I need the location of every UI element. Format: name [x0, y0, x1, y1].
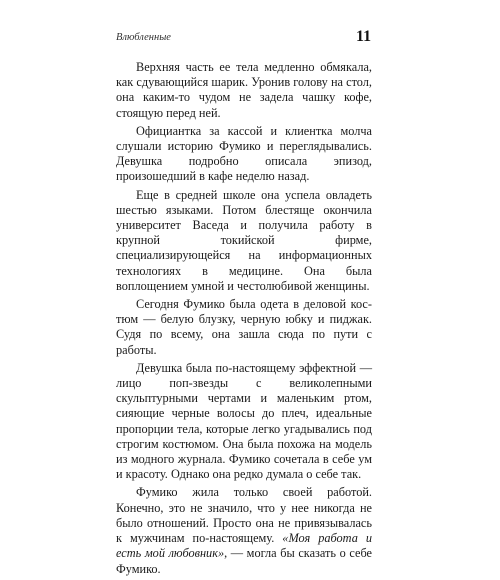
paragraph: Девушка была по-настоящему эффектной — лицо поп-звезды с великолепными скульптурными чертами и маленьким ртом, сияющие черные волосы до плеч, идеальные пропорции тела, которые легко угадывались под строгим костюмом. Она была похожа на модель из модного журнала. Фумико сочетала в себе ум и красоту. Однако она редко думала о себе так. — [116, 360, 372, 482]
paragraph: Еще в средней школе она успела овладеть шестью языками. Потом блестяще окончила университет Васеда и получила работу в крупной токийской фирме, специализирующейся на информационных технологиях в медицине. Она была воплощением умной и честолюбивой женщины. — [116, 187, 372, 293]
italic-quote: «Моя работа и есть мой любовник» — [116, 531, 372, 561]
body-text — [116, 60, 372, 580]
page-number: 11 — [356, 28, 372, 45]
paragraph-text: Фумико жила только своей работой. Конечно, это не значило, что у нее никогда не было отношений. Просто она не привязывалась к мужчинам по-настоящему. — [116, 485, 372, 546]
running-head: Влюбленные — [116, 32, 171, 43]
paragraph-text-after: , — могла бы сказать о себе Фумико. — [116, 546, 372, 576]
paragraph: Сегодня Фумико была одета в деловой костюм — белую блузку, черную юбку и пиджак. Судя по всему, она зашла сюда по пути с работы. — [116, 297, 372, 357]
paragraph: Верхняя часть ее тела медленно обмякала, как сдувающийся шарик. Уронив голову на стол, она каким-то чудом не задела чашку кофе, стоящую перед ней. — [116, 60, 372, 120]
paragraph — [116, 485, 372, 576]
paragraph: Официантка за кассой и клиентка молча слушали историю Фумико и переглядывались. Девушка подробно описала эпизод, произошедший в кафе неделю назад. — [116, 123, 372, 184]
